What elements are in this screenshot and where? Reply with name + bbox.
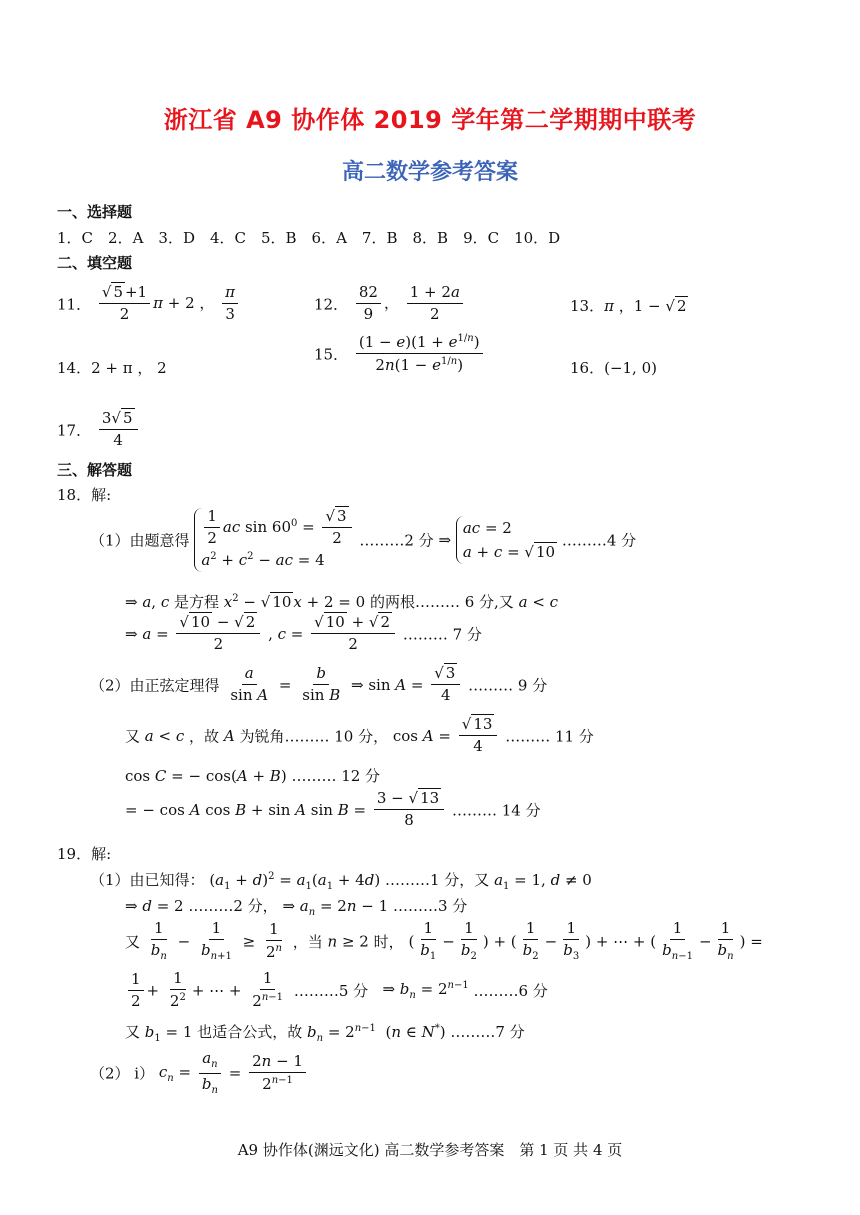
q19-text-you-2: 又: [125, 1023, 141, 1041]
q18-part2-line1: （2）由正弦定理得 $\frac{a}{\text{sin A}}$ = $\frac{b}{\text{sin B}}$ ⇒ sin A = $\frac{√ 3}{4}$ ……… 9 分: [90, 664, 548, 705]
q11-label: 11．: [57, 295, 92, 314]
q12-fraction-2: $\frac{1 + 2a}{2}$: [407, 284, 463, 324]
q18-equation-system-2: ac = 2 a + c = √ 10: [456, 516, 557, 564]
q16-label: 16．: [570, 359, 605, 377]
q12-label: 12．: [314, 295, 349, 314]
q18-part1-line3: ⇒ a = $\frac{√ 10 - √ 2}{2}$ , c = $\frac{√ 10 + √ 2}{2}$ ……… 7 分: [125, 613, 482, 654]
q18-score-12: ……… 12 分: [291, 767, 381, 785]
q18-score-4: ………4 分: [561, 531, 637, 550]
q17-label: 17．: [57, 421, 92, 440]
q17-fraction: $\frac{3√ 5}{4}$: [99, 410, 138, 450]
page-subtitle: 高二数学参考答案: [341, 160, 518, 185]
q18-part2-line2: 又 a < c ，故 A 为锐角……… 10 分， cos A = $\frac{√ 13}{4}$ ……… 11 分: [125, 715, 594, 756]
q19-text-also-fits: 也适合公式，故: [197, 1023, 303, 1041]
section-solve-heading: 三、解答题: [57, 461, 133, 479]
q19-score-5: ………5 分: [293, 981, 369, 1000]
page-footer: A9 协作体(渊远文化) 高二数学参考答案 第 1 页 共 4 页: [237, 1141, 623, 1159]
q14-label: 14．: [57, 359, 92, 377]
q19-part2-line1: （2） i） $c_n$ = $\frac{a_n}{b_n}$ = $\frac{2n - 1}{2^{n-1}}$: [90, 1050, 309, 1096]
q19-part1-line5: 又 $b_1 = 1$ 也适合公式，故 $b_n = 2^{n-1}$ (n ∈ N*) ………7 分: [125, 1023, 525, 1044]
q12-fraction: $\frac{82}{9}$: [356, 284, 381, 324]
choice-answers: 1．C 2．A 3．D 4．C 5．B 6．A 7．B 8．B 9．C 10．D: [57, 229, 561, 247]
q18-part2-line4: = − cos A cos B + sin A sin B = $\frac{3 - √ 13}{8}$ ……… 14 分: [125, 789, 541, 830]
answer-q11: 11． $\frac{√ 5 +1}{2}$ π + 2 ， $\frac{\pi}{3}$: [57, 284, 241, 324]
q18-part1-line2: ⇒ a, c 是方程 $x^2$ − √ 10 x + 2 = 0 的两根……… 6 分,又 a < c: [125, 593, 559, 611]
answer-q15: [314, 333, 486, 375]
q19-part2-prefix: （2） i）: [90, 1064, 155, 1083]
q18-text-acute: 为锐角……… 10 分，: [239, 727, 389, 746]
q19-part1-prefix: （1）由已知得：: [90, 871, 205, 889]
q13-label: 13．: [570, 297, 605, 315]
page-title: 浙江省 A9 协作体 2019 学年第二学期期中联考: [163, 106, 697, 134]
section-fill-heading: 二、填空题: [57, 254, 133, 272]
q18-score-2: ………2 分: [359, 531, 434, 550]
q19-text-when: ，当: [292, 932, 323, 951]
q19-score-7: ………7 分: [450, 1023, 525, 1041]
q11-fraction: $\frac{√ 5 +1}{2}$: [99, 284, 150, 324]
q18-part2-line3: cos C = − cos(A + B) ……… 12 分: [125, 767, 381, 785]
q18-score-7: ……… 7 分: [402, 625, 482, 644]
q18-equation-system: $\frac{1}{2}$ ac $\sin 60^0$ = $\frac{√ 3}{2}$ $a^2 + c^2$ − ac = 4: [194, 508, 354, 572]
q18-part1-line2-tail: 的两根……… 6 分,又: [369, 593, 514, 611]
q18-text-gu: ，故: [189, 727, 220, 746]
q19-part1-line2: ⇒ d = 2 ………2 分， ⇒ $a_n = 2n - 1$ ………3 分: [125, 897, 468, 918]
answer-q14: [57, 357, 167, 378]
q19-part1-line4: $\frac{1}{2}$ + $\frac{1}{2^2}$ + ⋯ + $\frac{1}{2^{n-1}}$ ………5 分 ⇒ $b_n = 2^{n-1}$ ………6 分: [125, 970, 548, 1011]
answer-q13: 13．π ，1 − √ 2: [570, 297, 687, 315]
q18-score-14: ……… 14 分: [451, 801, 541, 820]
q14-value: 2 + π ， 2: [91, 359, 167, 377]
q16-value: (−1, 0): [604, 359, 657, 377]
q11-fraction-2: $\frac{\pi}{3}$: [222, 284, 238, 324]
q19-text-you: 又: [125, 932, 141, 951]
q18-part2-prefix: （2）由正弦定理得: [90, 676, 220, 695]
q19-score-3: ………3 分: [392, 897, 468, 915]
q18-score-11: ……… 11 分: [505, 727, 594, 746]
q19-text-shi: 时，: [373, 932, 404, 951]
q19-score-2: ………2 分，: [188, 897, 278, 915]
q19-score-6: ………6 分: [473, 981, 548, 1000]
q18-score-9: ……… 9 分: [468, 676, 548, 695]
q18-part1-prefix: （1）由题意得: [90, 531, 190, 550]
section-choice-heading: 一、选择题: [57, 203, 133, 221]
q19-score-1: ………1 分，又: [384, 871, 490, 889]
q18-text-you: 又: [125, 727, 141, 746]
q19-part1-line3: 又 $\frac{1}{b_n}$ − $\frac{1}{b_{n+1}}$ ≥ $\frac{1}{2^n}$ ，当 n ≥ 2 时， ( $\frac{1}{b_1}$ − $\frac{1}{b_2}$ ) + ( $\frac{1}{b_2}$ − $\frac{1}{b_3}$ ) + ⋯ + ( $\frac{1}{b_{n-1}}$ − $\frac{1}{b_n}$ ) =: [125, 919, 763, 963]
q19-label: 19．解:: [57, 845, 112, 863]
q15-fraction: $\frac{(1 - e)(1 + e^{1/n})}{2n(1 - e^{1/n})}$: [356, 333, 483, 375]
q19-part1-line1: （1）由已知得： $(a_1 + d)^2 = a_1(a_1 + 4d)$ ………1 分，又 $a_1 = 1$, d ≠ 0: [90, 871, 592, 892]
answer-q17: [57, 410, 141, 450]
q18-label: 18．解:: [57, 486, 112, 504]
q15-label: 15．: [314, 345, 349, 364]
q18-part1-system: （1）由题意得 $\frac{1}{2}$ ac $\sin 60^0$ = $\frac{√ 3}{2}$ $a^2 + c^2$ − ac = 4 ………2 分 ⇒ ac = 2 a + c = √ 10 ………4 分: [90, 508, 636, 572]
answer-q16: [570, 357, 657, 378]
answer-q12: 12． $\frac{82}{9}$ ， $\frac{1 + 2a}{2}$: [314, 284, 466, 324]
